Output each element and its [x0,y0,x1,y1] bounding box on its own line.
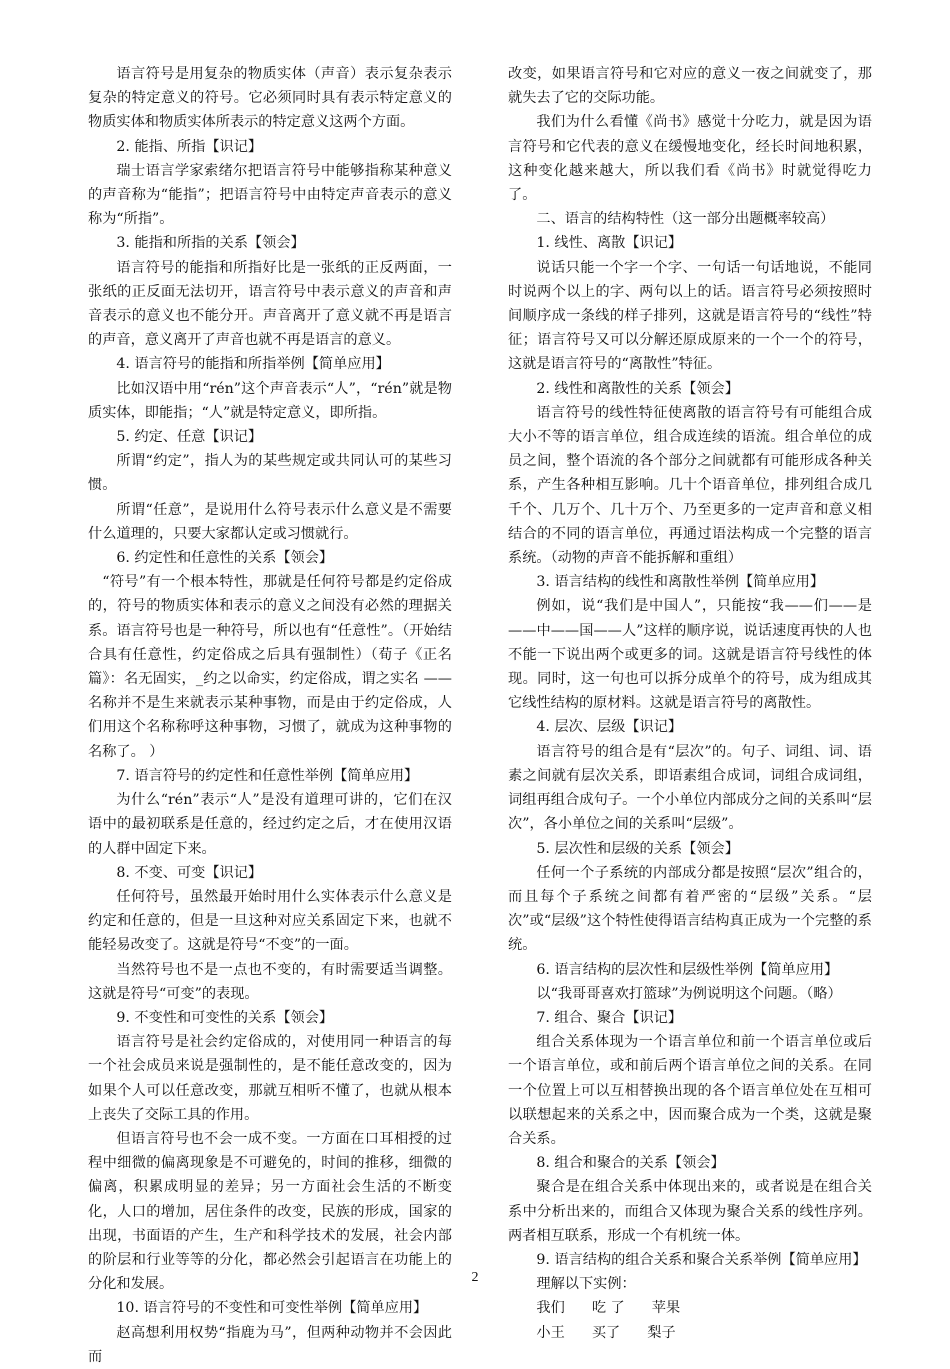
paragraph: 但语言符号也不会一成不变。一方面在口耳相授的过程中细微的偏离现象是不可避免的，时间的推移，细微的偏离，积累成明显的差异；另一方面社会生活的不断变化，人口的增加，居住条件的改变，民族的形成，国家的出现，书面语的产生，生产和科学技术的发展，社会内部的阶层和行业等等的分化，都必然会引起语言在功能上的分化和发展。 [88,1130,452,1293]
paragraph: 任何一个子系统的内部成分都是按照“层次”组合的，而且每个子系统之间都有着严密的“层级”关系。“层次”或“层级”这个特性使得语言结构真正成为一个完整的系统。 [508,864,872,954]
paragraph: “符号”有一个根本特性，那就是任何符号都是约定俗成的，符号的物质实体和表示的意义之间没有必然的理据关系。语言符号也是一种符号，所以也有“任意性”。（开始结合具有任意性，约定俗成之后具有强制性）（荀子《正名篇》：名无固实，_约之以命实，约定俗成，谓之实名 ——名称并不是生来就表示某种事物，而是由于约定俗成，人们用这个名称称呼这种事物，习惯了，就成为这种事物的名称了。 ） [88,574,452,760]
section-heading: 以“我哥哥喜欢打篮球”为例说明这个问题。（略） [536,985,842,1002]
section-heading: 7. 组合、聚合【识记】 [536,1009,683,1026]
section-heading: 9. 语言结构的组合关系和聚合关系举例【简单应用】 [536,1251,867,1268]
paragraph: 聚合是在组合关系中体现出来的，或者说是在组合关系中分析出来的，而组合又体现为聚合关系的线性序列。两者相互联系，形成一个有机统一体。 [508,1179,872,1244]
section-heading: 2. 能指、所指【识记】 [116,138,263,155]
section-heading: 二、语言的结构特性（这一部分出题概率较高） [536,211,835,228]
paragraph: 例如，说“我们是中国人”，只能按“我——们——是——中——国——人”这样的顺序说，说话速度再快的人也不能一下说出两个或更多的词。这就是语言符号线性的体现。同时，这一句也可以拆分成单个的符号，成为组成其它线性结构的原材料。这就是语言符号的离散性。 [508,598,872,712]
paragraph: 语言符号是社会约定俗成的，对使用同一种语言的每一个社会成员来说是强制性的，是不能任意改变的，因为如果个人可以任意改变，那就互相听不懂了，也就从根本上丧失了交际工具的作用。 [88,1034,452,1123]
left-column [88,62,452,1369]
right-column [508,62,872,1345]
section-heading: 9. 不变性和可变性的关系【领会】 [116,1009,334,1026]
section-heading: 8. 不变、可变【识记】 [116,864,263,881]
paragraph: 为什么“rén”表示“人”是没有道理可讲的，它们在汉语中的最初联系是任意的，经过约定之后，才在使用汉语的人群中固定下来。 [88,792,452,857]
paragraph: 所谓“约定”，指人为的某些规定或共同认可的某些习惯。 [88,453,452,494]
section-heading: 3. 能指和所指的关系【领会】 [116,235,305,252]
section-heading: 7. 语言符号的约定性和任意性举例【简单应用】 [116,767,419,784]
paragraph: 说话只能一个字一个字、一句话一句话地说，不能同时说两个以上的字、两句以上的话。语言符号必须按照时间顺序成一条线的样子排列，这就是语言符号的“线性”特征；语言符号又可以分解还原成原来的一个一个的符号，这就是语言符号的“离散性”特征。 [508,259,872,373]
section-heading: 1. 线性、离散【识记】 [536,235,683,252]
section-heading: 4. 语言符号的能指和所指举例【简单应用】 [116,356,390,373]
paragraph-continuation: 改变，如果语言符号和它对应的意义一夜之间就变了，那就失去了它的交际功能。 [508,66,872,107]
example-line: 我们 吃 了 苹果 [536,1300,681,1317]
section-heading: 8. 组合和聚合的关系【领会】 [536,1155,725,1172]
example-line: 小王 买了 梨子 [536,1324,676,1341]
paragraph: 语言符号的线性特征使离散的语言符号有可能组合成大小不等的语言单位，组合成连续的语流。组合单位的成员之间，整个语流的各个部分之间就都有可能形成各种关系，产生各种相互影响。几十个语音单位，排列组合成几千个、几万个、几十万个、乃至更多的一定声音和意义相结合的不同的语言单位，再通过语法构成一个完整的语言系统。（动物的声音不能拆解和重组） [508,404,872,567]
section-heading: 4. 层次、层级【识记】 [536,719,683,736]
section-heading: 3. 语言结构的线性和离散性举例【简单应用】 [536,574,825,591]
paragraph: 瑞士语言学家索绪尔把语言符号中能够指称某种意义的声音称为“能指”；把语言符号中由特定声音表示的意义称为“所指”。 [88,162,452,228]
section-heading: 5. 层次性和层级的关系【领会】 [536,840,739,857]
paragraph: 所谓“任意”，是说用什么符号表示什么意义是不需要什么道理的，只要大家都认定或习惯就行。 [88,501,452,542]
section-heading: 10. 语言符号的不变性和可变性举例【简单应用】 [116,1300,428,1317]
section-heading: 理解以下实例： [536,1276,636,1293]
paragraph: 组合关系体现为一个语言单位和前一个语言单位或后一个语言单位，或和前后两个语言单位之间的关系。在同一个位置上可以互相替换出现的各个语言单位处在互相可以联想起来的关系之中，因而聚合成为一个类，这就是聚合关系。 [508,1034,872,1147]
page-number: 2 [471,1270,479,1285]
paragraph: 语言符号的组合是有“层次”的。句子、词组、词、语素之间就有层次关系，即语素组合成词，词组合成词组，词组再组合成句子。一个小单位内部成分之间的关系叫“层次”，各小单位之间的关系叫“层级”。 [508,743,872,833]
paragraph: 当然符号也不是一点也不变的，有时需要适当调整。这就是符号“可变”的表现。 [88,961,452,1002]
paragraph: 比如汉语中用“rén”这个声音表示“人”，“rén”就是物质实体，即能指；“人”就是特定意义，即所指。 [88,380,452,421]
paragraph: 我们为什么看懂《尚书》感觉十分吃力，就是因为语言符号和它代表的意义在缓慢地变化，经长时间地积累，这种变化越来越大，所以我们看《尚书》时就觉得吃力了。 [508,114,872,204]
paragraph: 赵高想利用权势“指鹿为马”，但两种动物并不会因此而 [88,1324,452,1365]
section-heading: 6. 约定性和任意性的关系【领会】 [116,550,334,567]
paragraph: 语言符号是用复杂的物质实体（声音）表示复杂表示复杂的特定意义的符号。它必须同时具有表示特定意义的物质实体和物质实体所表示的特定意义这两个方面。 [88,66,452,131]
section-heading: 5. 约定、任意【识记】 [116,429,263,446]
section-heading: 6. 语言结构的层次性和层级性举例【简单应用】 [536,961,839,978]
paragraph: 任何符号，虽然最开始时用什么实体表示什么意义是约定和任意的，但是一旦这种对应关系固定下来，也就不能轻易改变了。这就是符号“不变”的一面。 [88,888,452,954]
section-heading: 2. 线性和离散性的关系【领会】 [536,380,739,397]
paragraph: 语言符号的能指和所指好比是一张纸的正反两面，一张纸的正反面无法切开，语言符号中表示意义的声音和声音表示的意义也不能分开。声音离开了意义就不再是语言的声音，意义离开了声音也就不再是语言的意义。 [88,259,452,349]
